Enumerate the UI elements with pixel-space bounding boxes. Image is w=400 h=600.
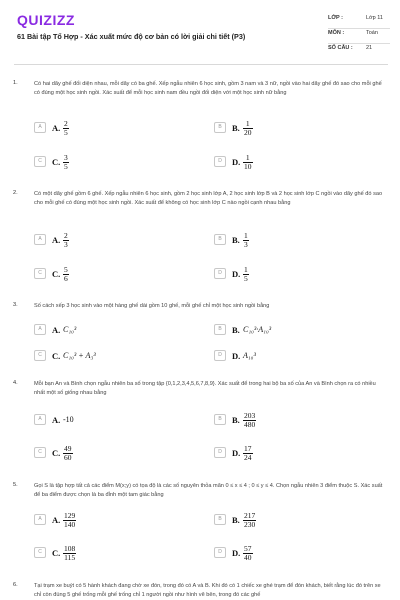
question-number: 5.: [13, 482, 18, 488]
q5-option-a[interactable]: A A. $\frac{129}{140}$: [34, 510, 184, 532]
q3-option-a[interactable]: A A. C₁₀³: [34, 320, 184, 342]
q1-option-a[interactable]: A A. $\frac{2}{5}$: [34, 118, 184, 140]
q3-option-d[interactable]: D D. A₁₀³: [214, 346, 364, 368]
q1-option-c[interactable]: C C. $\frac{3}{5}$: [34, 152, 184, 174]
document-title: 61 Bài tập Tổ Hợp - Xác xuất mức độ cơ bản có lời giải chi tiết (P3): [17, 32, 246, 41]
question-text: Có một dãy ghế gồm 6 ghế. Xếp ngẫu nhiên 6 học sinh, gồm 2 học sinh lớp A, 2 học sinh lớp B và 2 học sinh lớp C ngồi vào dãy ghế đó sao cho mỗi ghế có đúng một học sinh ngồi. Xác suất để không có học sinh lớp C nào ngồi cạnh nhau bằng: [34, 191, 383, 207]
question-number: 6.: [13, 582, 18, 588]
question-number: 4.: [13, 380, 18, 386]
q4-option-d[interactable]: D D. $\frac{17}{24}$: [214, 443, 364, 465]
q1-option-d[interactable]: D D. $\frac{1}{10}$: [214, 152, 364, 174]
question-number: 2.: [13, 190, 18, 196]
q5-option-c[interactable]: C C. $\frac{108}{115}$: [34, 543, 184, 565]
q2-option-b[interactable]: B B. $\frac{1}{3}$: [214, 230, 364, 252]
q1-option-b[interactable]: B B. $\frac{1}{20}$: [214, 118, 364, 140]
meta-question-count: SỐ CÂU : 21: [328, 45, 373, 51]
question-number: 1.: [13, 80, 18, 86]
q4-option-b[interactable]: B B. $\frac{203}{480}$: [214, 410, 364, 432]
q5-option-b[interactable]: B B. $\frac{217}{230}$: [214, 510, 364, 532]
meta-subject: MÔN : Toán: [328, 30, 388, 41]
question-number: 3.: [13, 302, 18, 308]
question-6: [0, 582, 400, 600]
header-divider: [14, 64, 388, 65]
q2-option-d[interactable]: D D. $\frac{1}{5}$: [214, 264, 364, 286]
q4-option-a[interactable]: A A. -10: [34, 410, 184, 432]
question-text: Tại trạm xe buýt có 5 hành khách đang chờ xe đón, trong đó có A và B. Khi đó có 1 chiếc xe ghé trạm để đón khách, biết rằng lúc đó trên xe chỉ còn đúng 5 ghế trống mỗi ghế trống chỉ 1 người ngồi như hình vẽ bên, trong đó các ghế: [34, 583, 381, 599]
question-text: Có hai dãy ghế đối diện nhau, mỗi dãy có ba ghế. Xếp ngẫu nhiên 6 học sinh, gồm 3 nam và 3 nữ, ngồi vào hai dãy ghế đó sao cho mỗi ghế có đúng một học sinh ngồi. Xác suất để mỗi học sinh nam đều ngồi đối diện với một học sinh nữ bằng: [34, 81, 382, 97]
q3-option-c[interactable]: C C. C₁₀³ + A₃³: [34, 346, 184, 368]
question-text: Số cách xếp 3 học sinh vào một hàng ghế dài gồm 10 ghế, mỗi ghế chỉ một học sinh ngồi bằng: [34, 303, 270, 309]
q5-option-d[interactable]: D D. $\frac{57}{40}$: [214, 543, 364, 565]
meta-class: LỚP : Lớp 11: [328, 15, 388, 26]
question-text: Gọi S là tập hợp tất cả các điểm M(x;y) có tọa độ là các số nguyên thỏa mãn 0 ≤ x ≤ 4 ; 0 ≤ y ≤ 4. Chọn ngẫu nhiên 3 điểm thuộc S. Xác suất để ba điểm được chọn là ba đỉnh một tam giác bằng: [34, 483, 383, 499]
q4-option-c[interactable]: C C. $\frac{49}{60}$: [34, 443, 184, 465]
quizizz-logo: QUIZIZZ: [17, 12, 75, 28]
q2-option-a[interactable]: A A. $\frac{2}{3}$: [34, 230, 184, 252]
q2-option-c[interactable]: C C. $\frac{5}{6}$: [34, 264, 184, 286]
question-text: Mỗi bạn An và Bình chọn ngẫu nhiên ba số trong tập {0,1,2,3,4,5,6,7,8,9}. Xác suất để trong hai bộ ba số của An và Bình chọn ra có nhiều nhất một số giống nhau bằng: [34, 381, 376, 397]
document-header: [0, 0, 400, 66]
q3-option-b[interactable]: B B. C₁₀³·A₁₀³: [214, 320, 364, 342]
